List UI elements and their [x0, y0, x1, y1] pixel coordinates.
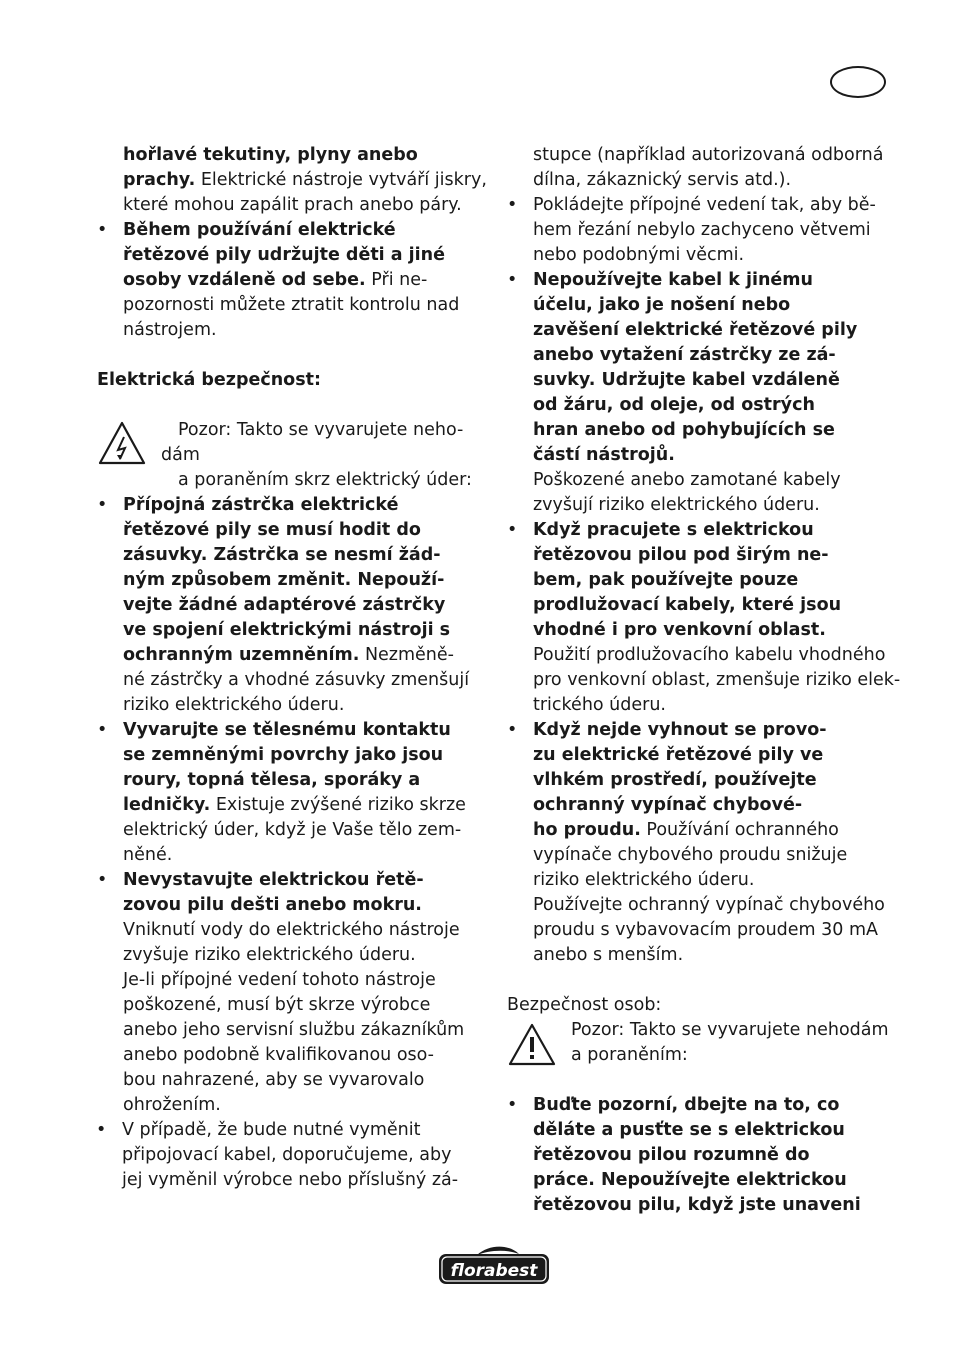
text-line [97, 893, 482, 918]
text-run: Používejte ochranný vypínač chybového [533, 895, 885, 915]
text-run: ochranný vypínač chybové- [533, 795, 803, 815]
text-line [507, 143, 892, 168]
text-run: zavěšení elektrické řetězové pily [533, 320, 858, 340]
text-line [507, 268, 892, 293]
text-line [97, 968, 482, 993]
text-run: částí nástrojů. [533, 445, 675, 465]
general-warning-icon [507, 1022, 557, 1068]
text-line [97, 493, 482, 518]
text-line [97, 918, 482, 943]
text-run: anebo vytažení zástrčky ze zá- [533, 345, 836, 365]
text-line [97, 143, 482, 168]
text-run: řetězové pily se musí hodit do [123, 520, 421, 540]
text-line [507, 368, 892, 393]
text-line [97, 768, 482, 793]
text-run: děláte a pusťte se s elektrickou [533, 1120, 845, 1140]
electrical-warning-line: a poraněním skrz elektrický úder: [178, 470, 472, 490]
text-run: ve spojení elektrickými nástroji s [123, 620, 451, 640]
text-line [507, 668, 901, 693]
text-run: osoby vzdáleně od sebe. [123, 270, 366, 290]
text-run: vejte žádné adaptérové zástrčky [123, 595, 446, 615]
text-run: Používání ochranného [640, 820, 839, 840]
text-line [97, 843, 482, 868]
right-personal-items [507, 1093, 892, 1218]
text-line [97, 718, 482, 743]
text-line [507, 443, 892, 468]
bullet: • [97, 870, 108, 890]
text-run: zvyšuje riziko elektrického úderu. [123, 945, 416, 965]
text-run: trického úderu. [533, 695, 666, 715]
text-run: zvyšují riziko elektrického úderu. [533, 495, 820, 515]
text-run: vlhkém prostředí, používejte [533, 770, 817, 790]
text-run: Když nejde vyhnout se provo- [533, 720, 827, 740]
bullet: • [507, 520, 518, 540]
text-run: které mohou zapálit prach anebo páry. [123, 195, 462, 215]
text-run: řetězové pily udržujte děti a jiné [123, 245, 445, 265]
text-line [97, 193, 482, 218]
text-line [507, 593, 892, 618]
text-line [507, 643, 892, 668]
text-run: připojovací kabel, doporučujeme, aby [122, 1145, 452, 1165]
text-line [97, 1143, 482, 1168]
text-run: riziko elektrického úderu. [123, 695, 345, 715]
bullet: • [507, 720, 518, 740]
bullet: • [97, 720, 108, 740]
text-line [97, 618, 482, 643]
text-run: anebo s menším. [533, 945, 684, 965]
text-run: Nezměně- [359, 645, 454, 665]
text-line [507, 843, 892, 868]
text-run: elektrický úder, když je Vaše tělo zem- [123, 820, 462, 840]
personal-warning-line: Pozor: Takto se vyvarujete nehodám [571, 1020, 889, 1040]
right-paragraphs [507, 143, 901, 968]
text-run: účelu, jako je nošení nebo [533, 295, 791, 315]
text-run: né zástrčky a vhodné zásuvky zmenšují [123, 670, 470, 690]
text-run: nástrojem. [123, 320, 217, 340]
text-run: stupce (například autorizovaná odborná [533, 145, 884, 165]
text-line [97, 168, 487, 193]
text-line [97, 943, 482, 968]
text-run: pro venkovní oblast, zmenšuje riziko elek- [533, 670, 901, 690]
electrical-warning-line: Pozor: Takto se vyvarujete neho- [178, 420, 464, 440]
left-column [96, 143, 487, 1193]
text-line [97, 268, 482, 293]
text-run: Použití prodlužovacího kabelu vhodného [533, 645, 886, 665]
text-line [97, 793, 482, 818]
text-run: Pokládejte přípojné vedení tak, aby bě- [533, 195, 876, 215]
left-electrical-items [97, 493, 482, 1193]
text-run: Nepoužívejte kabel k jinému [533, 270, 813, 290]
text-line [97, 1093, 482, 1118]
text-line [507, 418, 892, 443]
text-line [97, 818, 482, 843]
text-line [507, 1093, 892, 1118]
text-run: zovou pilu dešti anebo mokru. [123, 895, 422, 915]
text-run: práce. Nepoužívejte elektrickou [533, 1170, 847, 1190]
text-run: ledničky. [123, 795, 211, 815]
electrical-warning-line: dám [161, 445, 200, 465]
text-line [507, 1168, 892, 1193]
text-run: nebo podobnými věcmi. [533, 245, 745, 265]
text-line [507, 793, 892, 818]
text-line [97, 543, 482, 568]
text-line [507, 893, 892, 918]
text-line [507, 718, 892, 743]
text-line [97, 293, 482, 318]
text-line [97, 1118, 482, 1143]
bullet: • [507, 1095, 518, 1115]
text-line [507, 518, 892, 543]
text-run: suvky. Udržujte kabel vzdáleně [533, 370, 840, 390]
text-line [97, 318, 482, 343]
right-column [507, 143, 901, 1218]
text-run: ným způsobem změnit. Nepouží- [123, 570, 445, 590]
text-run: riziko elektrického úderu. [533, 870, 755, 890]
text-run: Poškozené anebo zamotané kabely [533, 470, 841, 490]
text-run: hran anebo od pohybujících se [533, 420, 835, 440]
personal-warning [507, 1018, 892, 1068]
text-run: Je-li přípojné vedení tohoto nástroje [123, 970, 436, 990]
text-line [507, 543, 892, 568]
text-run: jej vyměnil výrobce nebo příslušný zá- [122, 1170, 459, 1190]
text-run: zásuvky. Zástrčka se nesmí žád- [123, 545, 441, 565]
text-run: hořlavé tekutiny, plyny anebo [123, 145, 418, 165]
text-line [97, 593, 482, 618]
text-run: zu elektrické řetězové pily ve [533, 745, 824, 765]
text-run: dílna, zákaznický servis atd.). [533, 170, 792, 190]
florabest-logo [437, 1246, 552, 1288]
text-line [507, 393, 892, 418]
left-paragraphs [97, 143, 487, 343]
bullet: • [507, 195, 518, 215]
text-line [97, 243, 482, 268]
logo-text: florabest [450, 1261, 538, 1281]
text-run: ohrožením. [123, 1095, 221, 1115]
text-run: Během používání elektrické [123, 220, 396, 240]
text-run: Při ne- [365, 270, 428, 290]
text-run: pozornosti můžete ztratit kontrolu nad [123, 295, 460, 315]
text-line [507, 1143, 892, 1168]
text-run: vhodné i pro venkovní oblast. [533, 620, 826, 640]
text-line [507, 343, 892, 368]
text-run: Buďte pozorní, dbejte na to, co [533, 1095, 840, 1115]
personal-warning-line: a poraněním: [571, 1045, 688, 1065]
text-run: ho proudu. [533, 820, 641, 840]
text-line [97, 218, 482, 243]
text-run: Přípojná zástrčka elektrické [123, 495, 399, 515]
text-line [507, 243, 892, 268]
text-line [507, 743, 892, 768]
text-run: Nevystavujte elektrickou řetě- [123, 870, 424, 890]
text-run: od žáru, od oleje, od ostrých [533, 395, 815, 415]
electric-warning-icon [97, 420, 147, 466]
text-run: prachy. [123, 170, 196, 190]
text-run: řetězovou pilu, když jste unaveni [533, 1195, 861, 1215]
text-run: řetězovou pilou rozumně do [533, 1145, 810, 1165]
text-run: poškozené, musí být skrze výrobce [123, 995, 431, 1015]
text-line [507, 1118, 892, 1143]
text-line [507, 618, 892, 643]
text-line [97, 1068, 482, 1093]
text-run: bem, pak používejte pouze [533, 570, 799, 590]
text-run: V případě, že bude nutné vyměnit [122, 1120, 421, 1140]
text-run: Vniknutí vody do elektrického nástroje [123, 920, 460, 940]
text-run: hem řezání nebylo zachyceno větvemi [533, 220, 871, 240]
text-run: anebo podobně kvalifikovanou oso- [123, 1045, 435, 1065]
text-line [97, 743, 482, 768]
text-run: Existuje zvýšené riziko skrze [210, 795, 466, 815]
text-line [507, 768, 892, 793]
text-line [507, 218, 892, 243]
text-run: Elektrické nástroje vytváří jiskry, [195, 170, 487, 190]
text-line [507, 568, 892, 593]
text-line [97, 868, 482, 893]
bullet: • [96, 1120, 107, 1140]
text-line [507, 468, 892, 493]
text-line [507, 1193, 892, 1218]
text-run: roury, topná tělesa, sporáky a [123, 770, 421, 790]
text-line [97, 693, 482, 718]
text-line [507, 918, 892, 943]
text-line [507, 168, 892, 193]
text-line [507, 693, 892, 718]
bullet: • [97, 495, 108, 515]
text-line [97, 1168, 482, 1193]
electrical-safety-heading: Elektrická bezpečnost: [97, 370, 321, 390]
text-line [97, 1043, 482, 1068]
text-run: anebo jeho servisní službu zákazníkům [123, 1020, 465, 1040]
text-run: něné. [123, 845, 173, 865]
text-run: bou nahrazené, aby se vyvarovalo [123, 1070, 425, 1090]
text-line [507, 293, 892, 318]
text-run: se zemněnými povrchy jako jsou [123, 745, 444, 765]
text-line [97, 518, 482, 543]
text-line [97, 568, 482, 593]
text-line [97, 668, 482, 693]
text-run: Vyvarujte se tělesnému kontaktu [123, 720, 451, 740]
text-line [507, 318, 892, 343]
text-line [97, 643, 482, 668]
text-line [507, 193, 892, 218]
text-line [507, 943, 892, 968]
text-run: prodlužovací kabely, které jsou [533, 595, 842, 615]
text-run: vypínače chybového proudu snižuje [533, 845, 848, 865]
text-line [507, 493, 892, 518]
text-line [97, 993, 482, 1018]
bullet: • [507, 270, 518, 290]
text-line [507, 818, 892, 843]
text-run: Když pracujete s elektrickou [533, 520, 814, 540]
text-line [97, 1018, 482, 1043]
text-run: proudu s vybavovacím proudem 30 mA [533, 920, 878, 940]
text-run: ochranným uzemněním. [123, 645, 360, 665]
text-run: řetězovou pilou pod širým ne- [533, 545, 829, 565]
language-badge [830, 66, 886, 98]
bullet: • [97, 220, 108, 240]
electrical-warning [97, 418, 482, 490]
text-line [507, 868, 892, 893]
personal-safety-heading: Bezpečnost osob: [507, 995, 662, 1015]
